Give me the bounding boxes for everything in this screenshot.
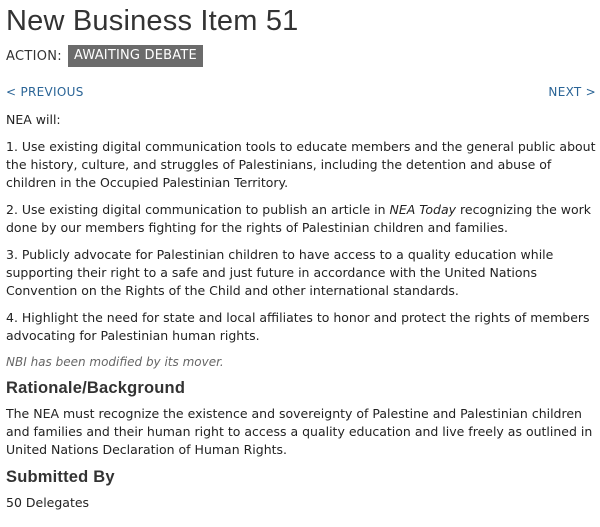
intro-text: NEA will: (6, 112, 61, 127)
status-badge: AWAITING DEBATE (68, 45, 203, 67)
previous-link[interactable]: < PREVIOUS (6, 85, 84, 99)
item-2-text (6, 201, 596, 237)
item-3-text: 3. Publicly advocate for Palestinian children to have access to a quality education while supporting their right to a safe and just future in accordance with the United Nations Convention on the Rights of the Child and other international standards. (6, 247, 554, 298)
item-1-text: 1. Use existing digital communication tools to educate members and the general public about the history, culture, and struggles of Palestinians, including the detention and abuse of children in the Occupied Palestinian Territory. (6, 139, 596, 190)
page-title: New Business Item 51 (6, 5, 299, 37)
action-row (6, 44, 596, 68)
rationale-heading: Rationale/Background (6, 379, 186, 397)
item-4-text: 4. Highlight the need for state and local affiliates to honor and protect the rights of members advocating for Palestinian human rights. (6, 310, 590, 343)
pagination-nav (6, 85, 596, 103)
item-2-after: recognizing the work done by our members fighting for the rights of Palestinian children and families. (6, 202, 592, 235)
item-body (6, 111, 596, 512)
rationale-text: The NEA must recognize the existence and sovereignty of Palestine and Palestinian children and families and their human right to access a quality education and live freely as outlined in United Nations Declaration of Human Rights. (6, 406, 593, 457)
item-2-before: 2. Use existing digital communication to publish an article in (6, 202, 390, 217)
publication-name: NEA Today (389, 202, 457, 217)
action-label: ACTION: (6, 48, 62, 64)
modification-note: NBI has been modified by its mover. (6, 355, 224, 369)
page-content (6, 0, 596, 512)
submitted-text: 50 Delegates (6, 495, 90, 510)
submitted-heading: Submitted By (6, 468, 115, 486)
next-link[interactable]: NEXT > (548, 85, 596, 99)
